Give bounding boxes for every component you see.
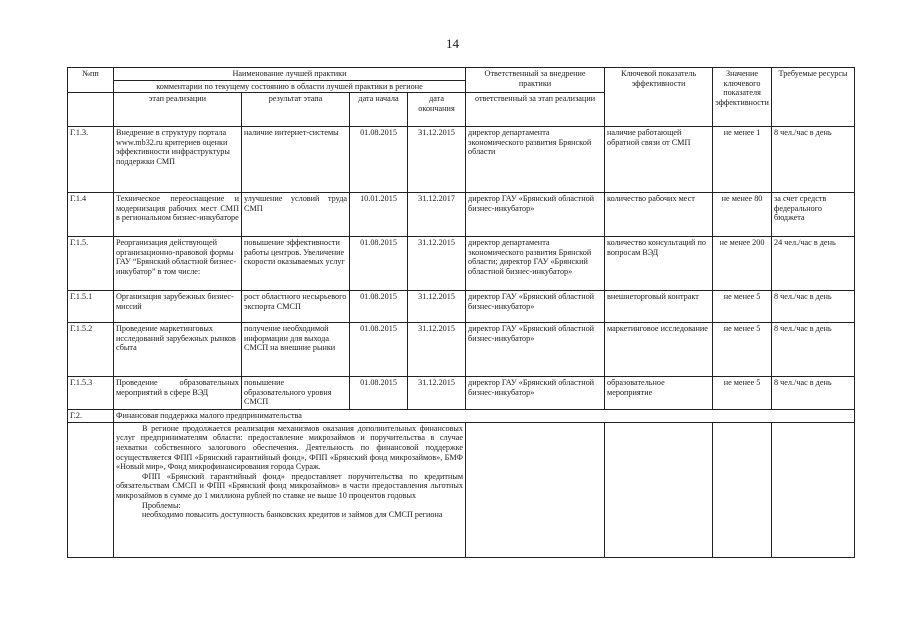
- row-resources: за счет средств федерального бюджета: [772, 193, 855, 237]
- section-paragraph-2: ФПП «Брянский гарантийный фонд» предоставляет поручительства по кредитным обязательствам СМСП и ФПП «Брянский фонд микрозаймов» в части предоставления льготных микрозаймов в сумме до 1 миллиона рублей по ставке не выше 10 процентов годовых: [116, 471, 464, 500]
- row-indicator: образовательное мероприятие: [605, 377, 713, 410]
- row-stage: Проведение маркетинговых исследований зарубежных рынков сбыта: [114, 323, 242, 377]
- header-comments: комментарии по текущему состоянию в области лучшей практики в регионе: [114, 80, 466, 93]
- row-stage: Реорганизация действующей организационно-правовой формы ГАУ “Брянский областной бизнес-инкубатор” в том числе:: [114, 237, 242, 291]
- row-end: 31.12.2015: [408, 291, 466, 323]
- row-resources: 8 чел./час в день: [772, 291, 855, 323]
- row-stage: Техническое переоснащение и модернизация рабочих мест СМП в региональном бизнес-инкубаторе: [114, 193, 242, 237]
- row-end: 31.12.2017: [408, 193, 466, 237]
- row-result: повышение образовательного уровня СМСП: [242, 377, 350, 410]
- section-empty-resources: [772, 422, 855, 557]
- section-body: [114, 422, 466, 557]
- row-indicator: внешнеторговый контракт: [605, 291, 713, 323]
- row-responsible: директор ГАУ «Брянский областной бизнес-инкубатор»: [466, 323, 605, 377]
- row-result: повышение эффективности работы центров. Увеличение скорости оказываемых услуг: [242, 237, 350, 291]
- section-empty-indicator: [605, 422, 713, 557]
- section-num: Г.2.: [68, 410, 114, 423]
- row-num: Г.1.5.1: [68, 291, 114, 323]
- row-value: не менее 5: [713, 377, 772, 410]
- row-num: Г.1.4: [68, 193, 114, 237]
- row-end: 31.12.2015: [408, 323, 466, 377]
- section-body-empty: [68, 422, 114, 557]
- row-resources: 24 чел./час в день: [772, 237, 855, 291]
- row-result: рост областного несырьевого экспорта СМСП: [242, 291, 350, 323]
- section-title: Финансовая поддержка малого предпринимательства: [114, 410, 855, 423]
- header-responsible: Ответственный за внедрение практики: [466, 68, 605, 93]
- header-stage-result: результат этапа: [242, 93, 350, 127]
- header-date-start: дата начала: [350, 93, 408, 127]
- table-row: [68, 377, 855, 410]
- header-practice-name: Наименование лучшей практики: [114, 68, 466, 81]
- table-row: [68, 323, 855, 377]
- row-start: 01.08.2015: [350, 237, 408, 291]
- row-value: не менее 80: [713, 193, 772, 237]
- row-stage: Организация зарубежных бизнес-миссий: [114, 291, 242, 323]
- row-responsible: директор департамента экономического развития Брянской области: [466, 127, 605, 193]
- row-num: Г.1.5.: [68, 237, 114, 291]
- row-num: Г.1.3.: [68, 127, 114, 193]
- row-value: не менее 5: [713, 323, 772, 377]
- page-number: 14: [446, 36, 459, 51]
- row-value: не менее 200: [713, 237, 772, 291]
- header-stage-responsible: ответственный за этап реализации: [466, 93, 605, 127]
- row-end: 31.12.2015: [408, 237, 466, 291]
- row-result: наличие интернет-системы: [242, 127, 350, 193]
- row-responsible: директор департамента экономического развития Брянской области; директор ГАУ «Брянский областной бизнес-инкубатор»: [466, 237, 605, 291]
- table-row: [68, 237, 855, 291]
- header-resources: Требуемые ресурсы: [772, 68, 855, 127]
- problems-text: необходимо повысить доступность банковских кредитов и займов для СМСП региона: [142, 510, 443, 520]
- row-num: Г.1.5.3: [68, 377, 114, 410]
- section-empty-value: [713, 422, 772, 557]
- row-responsible: директор ГАУ «Брянский областной бизнес-инкубатор»: [466, 377, 605, 410]
- row-start: 01.08.2015: [350, 377, 408, 410]
- header-date-end: дата окончания: [408, 93, 466, 127]
- header-empty: [68, 93, 114, 127]
- row-num: Г.1.5.2: [68, 323, 114, 377]
- row-start: 01.08.2015: [350, 323, 408, 377]
- header-key-value: Значение ключевого показателя эффективности: [713, 68, 772, 127]
- row-indicator: количество рабочих мест: [605, 193, 713, 237]
- section-empty-responsible: [466, 422, 605, 557]
- practice-table: [67, 67, 855, 558]
- row-resources: 8 чел./час в день: [772, 377, 855, 410]
- row-resources: 8 чел./час в день: [772, 323, 855, 377]
- section-row: [68, 410, 855, 423]
- row-value: не менее 5: [713, 291, 772, 323]
- row-indicator: количество консультаций по вопросам ВЭД: [605, 237, 713, 291]
- row-result: улучшение условий труда СМП: [242, 193, 350, 237]
- section-paragraph-1: В регионе продолжается реализация механизмов оказания дополнительных финансовых услуг предпринимателям области: предоставление микрозаймов и поручительства в случае нехватки собственного залогового обеспечения. Деятельность по финансовой поддержке осуществляется ФПП «Брянский гарантийный фонд», ФПП «Брянский фонд микрозаймов», БМФ «Новый мир», Фонд микрофинансирования города Сураж.: [116, 423, 464, 472]
- table-row: [68, 127, 855, 193]
- row-resources: 8 чел./час в день: [772, 127, 855, 193]
- header-stage: этап реализации: [114, 93, 242, 127]
- row-indicator: наличие работающей обратной связи от СМП: [605, 127, 713, 193]
- row-end: 31.12.2015: [408, 377, 466, 410]
- row-value: не менее 1: [713, 127, 772, 193]
- row-indicator: маркетинговое исследование: [605, 323, 713, 377]
- row-start: 10.01.2015: [350, 193, 408, 237]
- row-stage: Внедрение в структуру портала www.mb32.ru критериев оценки эффективности инфраструктуры поддержки СМП: [114, 127, 242, 193]
- row-start: 01.08.2015: [350, 127, 408, 193]
- header-num: №пп: [68, 68, 114, 93]
- row-end: 31.12.2015: [408, 127, 466, 193]
- row-result: получение необходимой информации для выхода СМСП на внешние рынки: [242, 323, 350, 377]
- row-responsible: директор ГАУ «Брянский областной бизнес-инкубатор»: [466, 193, 605, 237]
- row-stage: Проведение образовательных мероприятий в сфере ВЭД: [114, 377, 242, 410]
- table-row: [68, 193, 855, 237]
- table-row: [68, 291, 855, 323]
- row-responsible: директор ГАУ «Брянский областной бизнес-инкубатор»: [466, 291, 605, 323]
- row-start: 01.08.2015: [350, 291, 408, 323]
- header-key-indicator: Ключевой показатель эффективности: [605, 68, 713, 127]
- problems-label: Проблемы:: [142, 500, 181, 510]
- section-body-row: [68, 422, 855, 557]
